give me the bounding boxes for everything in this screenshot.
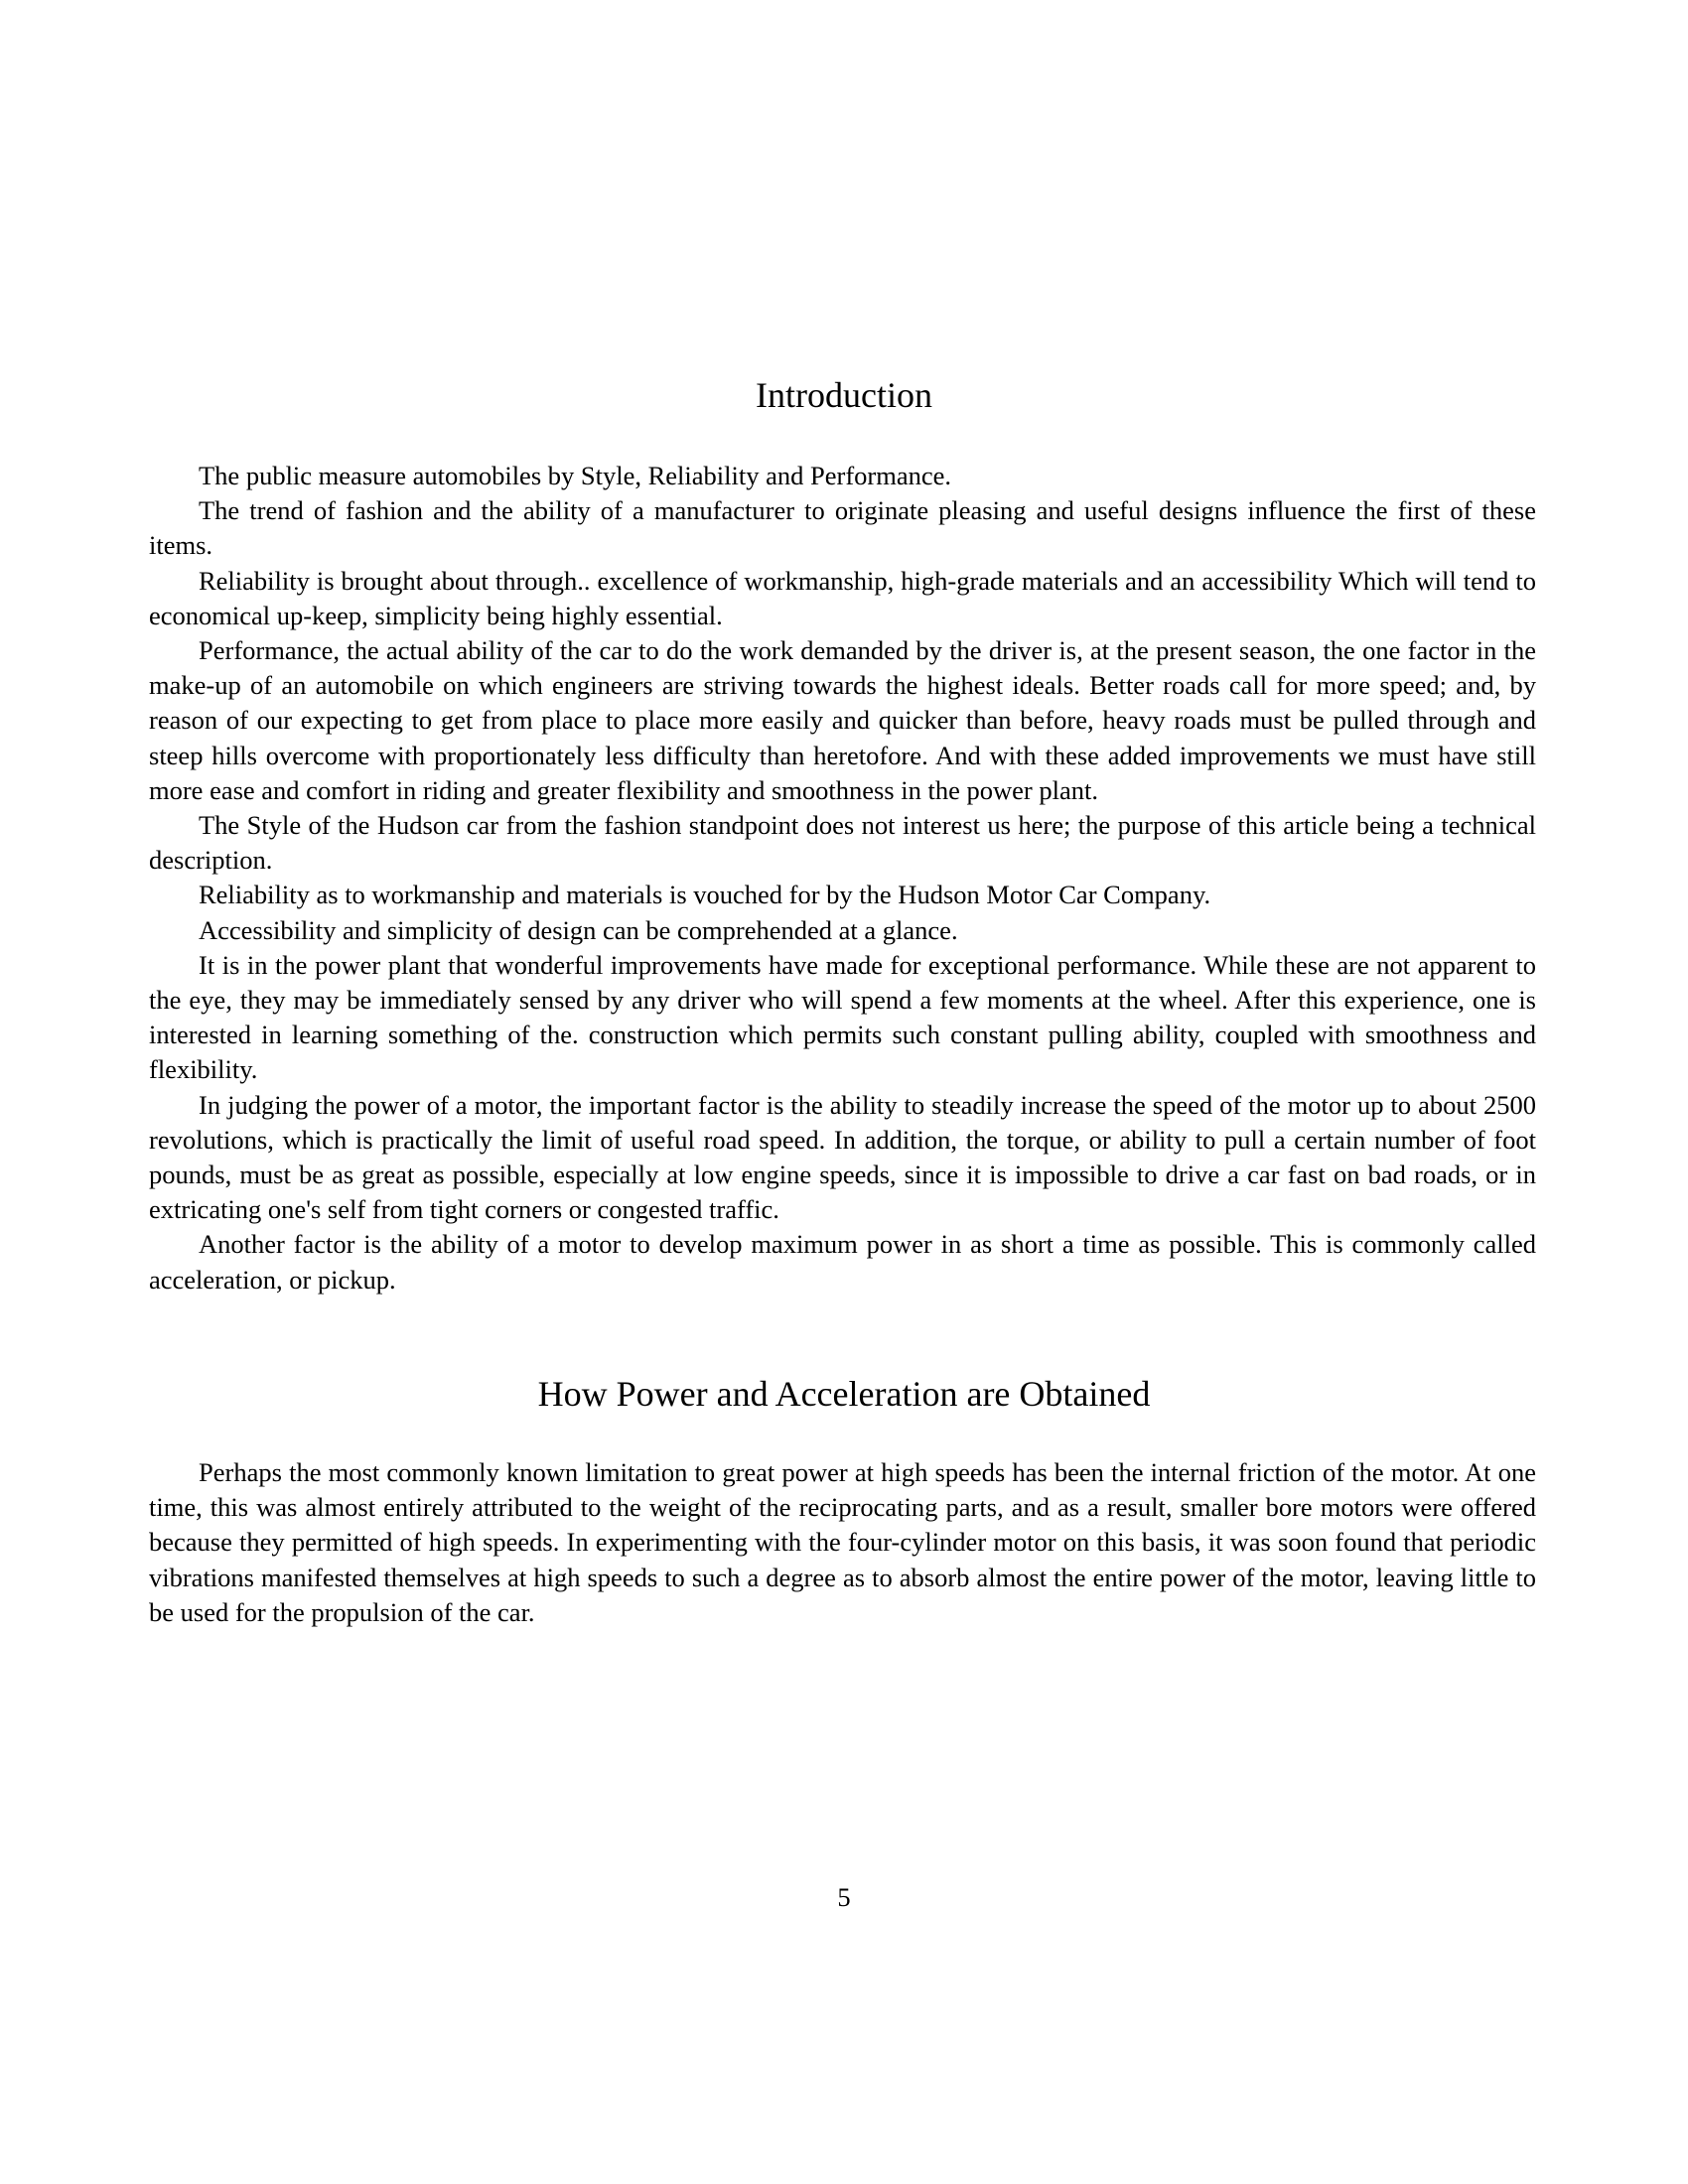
section-body-power-acceleration bbox=[149, 1455, 1536, 1630]
paragraph: The trend of fashion and the ability of a manufacturer to originate pleasing and useful designs influence the first of these items. bbox=[149, 495, 1536, 561]
page-number: 5 bbox=[837, 1882, 851, 1912]
paragraph: Reliability as to workmanship and materials is vouched for by the Hudson Motor Car Company. bbox=[199, 880, 1211, 910]
paragraph: Performance, the actual ability of the car to do the work demanded by the driver is, at the present season, the one factor in the make-up of an automobile on which engineers are striving towards the highest ideals. Better roads call for more speed; and, by reason of our expecting to get from place to place more easily and quicker than before, heavy roads must be pulled through and steep hills overcome with proportionately less difficulty than heretofore. And with these added improvements we must have still more ease and comfort in riding and greater flexibility and smoothness in the power plant. bbox=[149, 635, 1536, 805]
paragraph: Reliability is brought about through.. excellence of workmanship, high-grade materials and an accessibility Which will tend to economical up-keep, simplicity being highly essential. bbox=[149, 565, 1536, 630]
paragraph: The public measure automobiles by Style, Reliability and Performance. bbox=[199, 461, 951, 490]
paragraph: Perhaps the most commonly known limitation to great power at high speeds has been the internal friction of the motor. At one time, this was almost entirely attributed to the weight of the reciprocating parts, and as a result, smaller bore motors were offered because they permitted of high speeds. In experimenting with the four-cylinder motor on this basis, it was soon found that periodic vibrations manifested themselves at high speeds to such a degree as to absorb almost the entire power of the motor, leaving little to be used for the propulsion of the car. bbox=[149, 1457, 1536, 1627]
paragraph: It is in the power plant that wonderful improvements have made for exceptional performance. While these are not apparent to the eye, they may be immediately sensed by any driver who will spend a few moments at the wheel. After this experience, one is interested in learning something of the. construction which permits such constant pulling ability, coupled with smoothness and flexibility. bbox=[149, 949, 1536, 1085]
paragraph: Accessibility and simplicity of design can be comprehended at a glance. bbox=[199, 914, 958, 945]
section-heading-power-acceleration: How Power and Acceleration are Obtained bbox=[537, 1374, 1151, 1414]
paragraph: The Style of the Hudson car from the fashion standpoint does not interest us here; the purpose of this article being a technical description. bbox=[149, 810, 1536, 876]
paragraph: In judging the power of a motor, the important factor is the ability to steadily increase the speed of the motor up to about 2500 revolutions, which is practically the limit of useful road speed. In addition, the torque, or ability to pull a certain number of foot pounds, must be as great as possible, especially at low engine speeds, since it is impossible to drive a car fast on bad roads, or in extricating one's self from tight corners or congested traffic. bbox=[149, 1089, 1536, 1225]
section-body-introduction bbox=[149, 459, 1536, 1297]
paragraph: Another factor is the ability of a motor to develop maximum power in as short a time as possible. This is commonly called acceleration, or pickup. bbox=[149, 1229, 1536, 1295]
section-heading-introduction: Introduction bbox=[756, 375, 932, 415]
